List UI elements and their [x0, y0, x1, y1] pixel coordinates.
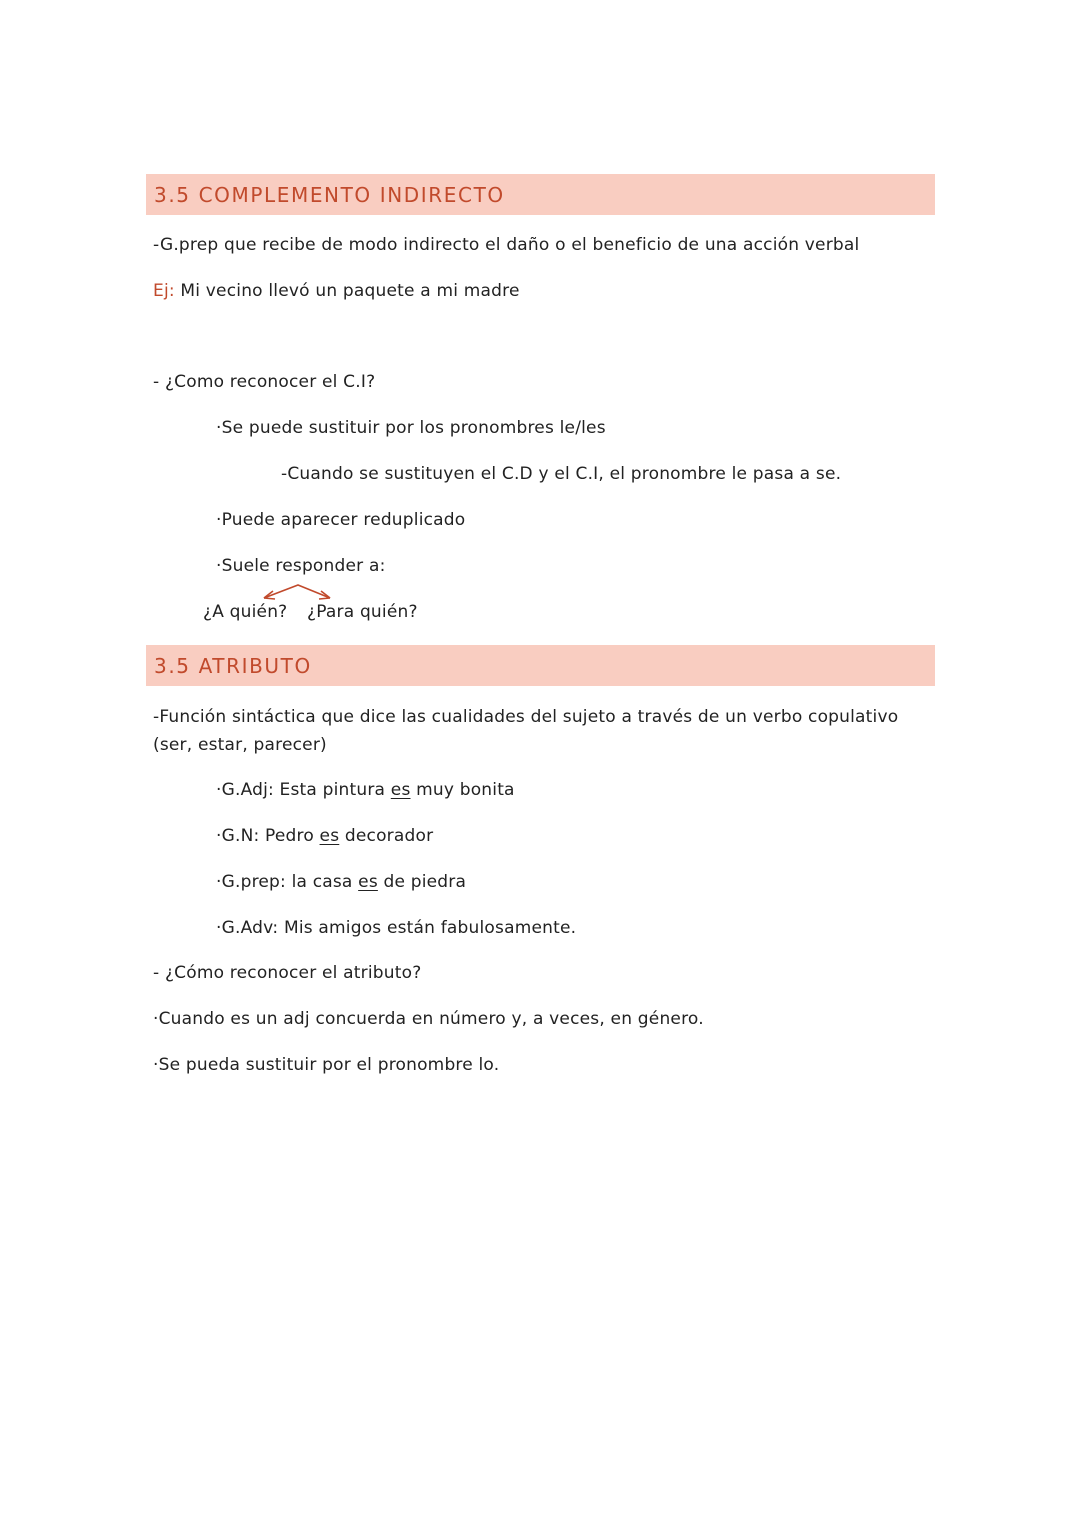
- atributo-question: - ¿Cómo reconocer el atributo?: [153, 963, 422, 983]
- ci-bullet-responder: ·Suele responder a:: [216, 556, 386, 576]
- example-gadj: ·G.Adj: Esta pintura es muy bonita: [216, 780, 515, 800]
- section-header-atributo: [146, 645, 935, 686]
- section-title: 3.5 COMPLEMENTO INDIRECTO: [154, 182, 505, 207]
- verb-es: es: [390, 780, 411, 800]
- verb-es: es: [358, 872, 378, 892]
- atributo-definition-line2: (ser, estar, parecer): [153, 735, 327, 755]
- section-title: 3.5 ATRIBUTO: [154, 653, 312, 678]
- answer-para-quien: ¿Para quién?: [307, 602, 418, 622]
- branch-arrows-icon: [258, 582, 338, 602]
- example-text: Mi vecino llevó un paquete a mi madre: [180, 281, 520, 301]
- atributo-definition-line1: -Función sintáctica que dice las cualidades del sujeto a través de un verbo copulativo: [153, 707, 899, 727]
- answer-a-quien: ¿A quién?: [203, 602, 288, 622]
- example-gadv: ·G.Adv: Mis amigos están fabulosamente.: [216, 918, 577, 938]
- verb-es: es: [319, 826, 340, 846]
- ci-bullet-reduplicado: ·Puede aparecer reduplicado: [216, 510, 466, 530]
- example-label: Ej:: [153, 281, 175, 301]
- ci-question: - ¿Como reconocer el C.I?: [153, 372, 376, 392]
- section-header-complemento-indirecto: [146, 174, 935, 215]
- ci-subnote-se: -Cuando se sustituyen el C.D y el C.I, el pronombre le pasa a se.: [281, 464, 842, 484]
- ci-definition: -G.prep que recibe de modo indirecto el daño o el beneficio de una acción verbal: [153, 235, 860, 255]
- ci-bullet-pronombres: ·Se puede sustituir por los pronombres le/les: [216, 418, 606, 438]
- atributo-tip-concordancia: ·Cuando es un adj concuerda en número y, a veces, en género.: [153, 1009, 704, 1029]
- atributo-tip-pronombre: ·Se pueda sustituir por el pronombre lo.: [153, 1055, 500, 1075]
- example-gn: ·G.N: Pedro es decorador: [216, 826, 434, 846]
- ci-example: [153, 281, 520, 301]
- example-gprep: ·G.prep: la casa es de piedra: [216, 872, 467, 892]
